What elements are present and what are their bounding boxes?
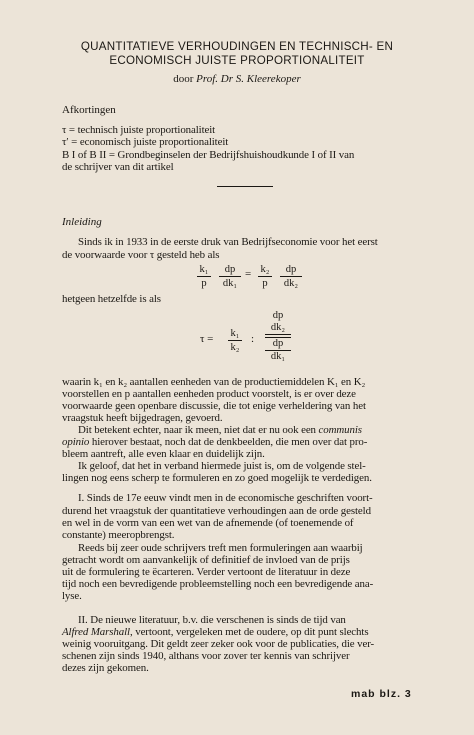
- intro-p2-line2: voorstellen en p aantallen eenheden product voorstelt, is er over deze: [62, 388, 356, 400]
- section1-line7: uit de formulering te ëcarteren. Verder vertoont de literatuur in deze: [62, 566, 351, 578]
- section1-line1: I. Sinds de 17e eeuw vindt men in de economische geschriften voort-: [78, 492, 373, 504]
- formula1-frac-a: [197, 263, 211, 290]
- formula1-frac-b: [219, 263, 241, 290]
- formula2-compound: [265, 310, 291, 363]
- section2-line3: weinig vooruitgang. Dit geldt zeer zeker ook voor de publicaties, die ver-: [62, 638, 375, 650]
- intro-p3-line2-italic: opinio: [62, 436, 90, 448]
- intro-heading: Inleiding: [62, 216, 102, 228]
- formula2-top-num: dp: [272, 310, 284, 321]
- section2-line2: [62, 626, 368, 638]
- formula2-lhs: τ =: [200, 333, 214, 345]
- section1-line4: constante) meeropbrengst.: [62, 529, 175, 541]
- author-name: Prof. Dr S. Kleerekoper: [196, 73, 301, 85]
- formula1-frac-c: [258, 263, 272, 290]
- abbreviation-tau: τ = technisch juiste proportionaliteit: [62, 124, 216, 136]
- abbreviations-heading: Afkortingen: [62, 104, 116, 116]
- intro-p1-line1: Sinds ik in 1933 in de eerste druk van Bedrijfseconomie voor het eerst: [78, 236, 378, 248]
- abbreviation-tau-prime: τ′ = economisch juiste proportionaliteit: [62, 136, 229, 148]
- section1-line2: durend het vraagstuk der quantitatieve verhoudingen aan de orde gesteld: [62, 505, 371, 517]
- author-line: [0, 73, 474, 85]
- section2-line4: schenen zijn sinds 1940, althans voor zover ter kennis van schrijver: [62, 650, 350, 662]
- intro-p2-line3: voorwaarde geen openbare discussie, die tot enige verheldering van het: [62, 400, 366, 412]
- intro-p1-line3: hetgeen hetzelfde is als: [62, 293, 161, 305]
- intro-p3-line1: [78, 424, 362, 436]
- intro-p4-line1: Ik geloof, dat het in verband hiermede juist is, om de volgende stel-: [78, 460, 366, 472]
- intro-p3-line2: [62, 436, 367, 448]
- section1-line8: tijd noch een bevredigende probleemstelling noch een bevredigende ana-: [62, 578, 374, 590]
- formula1-frac-d: [280, 263, 302, 290]
- intro-p3-line2-text: hierover bestaat, noch dat de denkbeelden, die men over dat pro-: [89, 436, 368, 448]
- title-line-2: ECONOMISCH JUISTE PROPORTIONALITEIT: [109, 54, 365, 67]
- intro-p2-line4: vraagstuk heeft bijgedragen, gevoerd.: [62, 412, 223, 424]
- formula2-num-k: k₁: [228, 327, 242, 341]
- section1-line3: en wel in de vorm van een wet van de afnemende (of toenemende of: [62, 517, 354, 529]
- formula2-top-den: dk₂: [265, 322, 291, 335]
- section1-line5: Reeds bij zeer oude schrijvers treft men formuleringen aan waarbij: [78, 542, 363, 554]
- intro-p3-line1-italic: communis: [318, 424, 362, 436]
- formula1-num-d: dp: [280, 263, 302, 277]
- intro-p2-line1: waarin k₁ en k₂ aantallen eenheden van de productiemiddelen K₁ en K₂: [62, 376, 366, 388]
- section2-line2-text: , vertoont, vergeleken met de oudere, op dit punt slechts: [129, 626, 369, 638]
- formula1-num-a: k₁: [197, 263, 211, 277]
- abbreviation-bi-bii-cont: de schrijver van dit artikel: [62, 161, 174, 173]
- formula1-num-c: k₂: [258, 263, 272, 277]
- formula2-bot-den: dk₁: [265, 350, 291, 363]
- author-prefix: door: [173, 73, 197, 85]
- formula2-divide: :: [251, 333, 255, 345]
- section1-line9: lyse.: [62, 590, 82, 602]
- page-footer: mab blz. 3: [351, 688, 412, 700]
- section-divider: [217, 186, 273, 187]
- formula1-den-b: dk₁: [222, 278, 238, 289]
- formula2-bot-num: dp: [265, 337, 291, 350]
- formula1-den-d: dk₂: [283, 278, 299, 289]
- section2-author-name: Alfred Marshall: [62, 626, 130, 638]
- section2-line1: II. De nieuwe literatuur, b.v. die verschenen is sinds de tijd van: [78, 614, 346, 626]
- formula1-equals: =: [245, 268, 252, 280]
- intro-p4-line2: lingen nog eens scherp te formuleren en zo goed mogelijk te verdedigen.: [62, 472, 372, 484]
- title-line-1: QUANTITATIEVE VERHOUDINGEN EN TECHNISCH- EN: [80, 40, 394, 53]
- formula1-den-a: p: [201, 278, 207, 289]
- formula2-den-k: k₂: [230, 342, 240, 353]
- formula1-den-c: p: [262, 278, 268, 289]
- abbreviation-bi-bii: B I of B II = Grondbeginselen der Bedrijfshuishoudkunde I of II van: [62, 149, 355, 161]
- intro-p3-line3: bleem aantreft, alle even klaar en duidelijk zijn.: [62, 448, 265, 460]
- intro-p1-line2: de voorwaarde voor τ gesteld heb als: [62, 249, 220, 261]
- intro-p3-line1-text: Dit betekent echter, naar ik meen, niet dat er nu ook een: [78, 424, 319, 436]
- section1-line6: getracht wordt om aanvankelijk of definitief de invloed van de prijs: [62, 554, 350, 566]
- formula2-frac-k: [228, 327, 242, 354]
- formula1-num-b: dp: [219, 263, 241, 277]
- section2-line5: dezes zijn gekomen.: [62, 662, 149, 674]
